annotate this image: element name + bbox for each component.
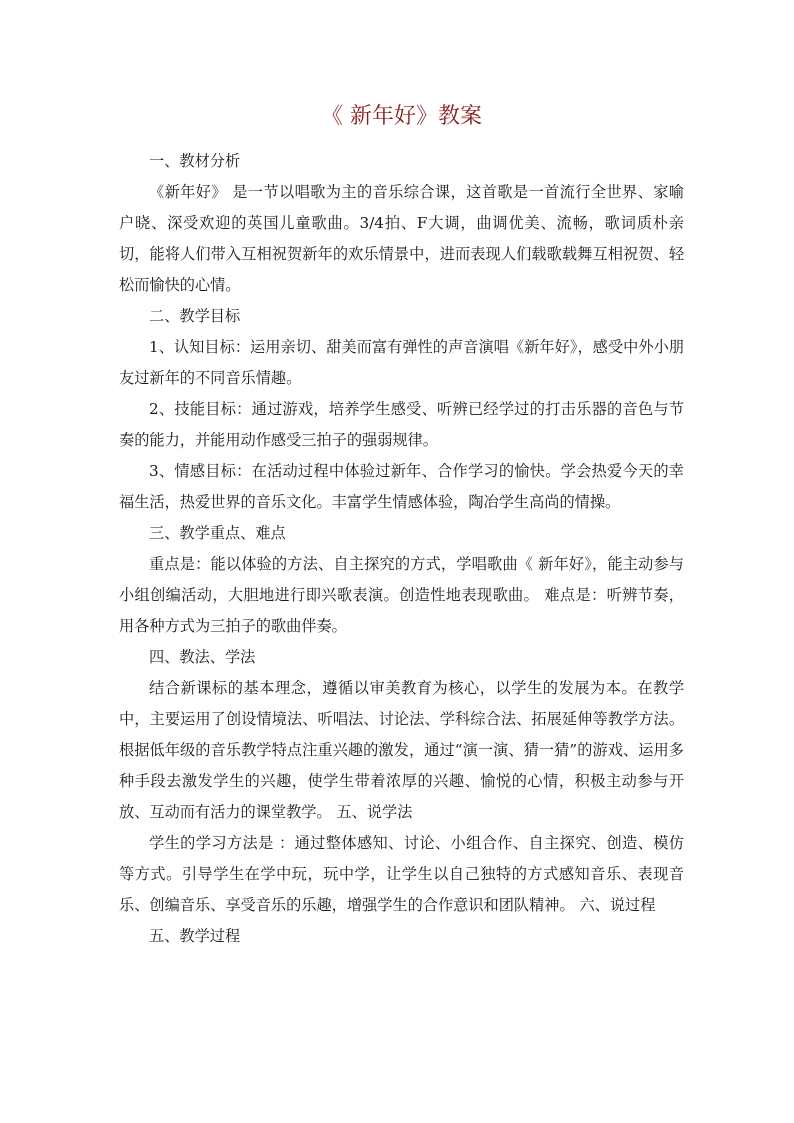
paragraph-material-analysis: 《新年好》 是一节以唱歌为主的音乐综合课，这首歌是一首流行全世界、家喻户晓、深受欢迎的英国儿童歌曲。3/4拍、F大调，曲调优美、流畅，歌词质朴亲切，能将人们带入互相祝贺新年的欢乐情景中，进而表现人们载歌载舞互相祝贺、轻松而愉快的心情。 — [119, 183, 684, 294]
section-heading-material-analysis: 一、教材分析 — [149, 152, 241, 170]
paragraph-cognitive-goal: 1、认知目标：运用亲切、甜美而富有弹性的声音演唱《新年好》，感受中外小朋友过新年的不同音乐情趣。 — [119, 338, 684, 387]
paragraph-key-points: 重点是：能以体验的方法、自主探究的方式，学唱歌曲《 新年好》，能主动参与小组创编活动，大胆地进行即兴歌表演。创造性地表现歌曲。 难点是：听辨节奏，用各种方式为三拍子的歌曲伴奏。 — [119, 555, 684, 635]
paragraph-teaching-methods: 结合新课标的基本理念，遵循以审美教育为核心，以学生的发展为本。在教学中，主要运用了创设情境法、听唱法、讨论法、学科综合法、拓展延伸等教学方法。根据低年级的音乐教学特点注重兴趣的激发，通过“演一演、猜一猜”的游戏、运用多种手段去激发学生的兴趣，使学生带着浓厚的兴趣、愉悦的心情，积极主动参与开放、互动而有活力的课堂教学。 五、说学法 — [119, 679, 684, 821]
document-title: 《 新年好》教案 — [321, 104, 482, 129]
section-heading-methods: 四、教法、学法 — [149, 648, 256, 666]
document-body — [119, 100, 684, 952]
paragraph-learning-methods: 学生的学习方法是 ：通过整体感知、讨论、小组合作、自主探究、创造、模仿等方式。引导学生在学中玩，玩中学，让学生以自己独特的方式感知音乐、表现音乐、创编音乐、享受音乐的乐趣，增强学生的合作意识和团队精神。 六、说过程 — [119, 834, 684, 914]
paragraph-skill-goal: 2、技能目标：通过游戏，培养学生感受、听辨已经学过的打击乐器的音色与节奏的能力，并能用动作感受三拍子的强弱规律。 — [119, 400, 684, 449]
section-heading-teaching-goals: 二、教学目标 — [149, 307, 241, 325]
section-heading-key-points: 三、教学重点、难点 — [149, 524, 286, 542]
section-heading-teaching-process: 五、教学过程 — [149, 927, 241, 945]
paragraph-emotional-goal: 3、情感目标：在活动过程中体验过新年、合作学习的愉快。学会热爱今天的幸福生活，热爱世界的音乐文化。丰富学生情感体验，陶冶学生高尚的情操。 — [119, 462, 684, 511]
